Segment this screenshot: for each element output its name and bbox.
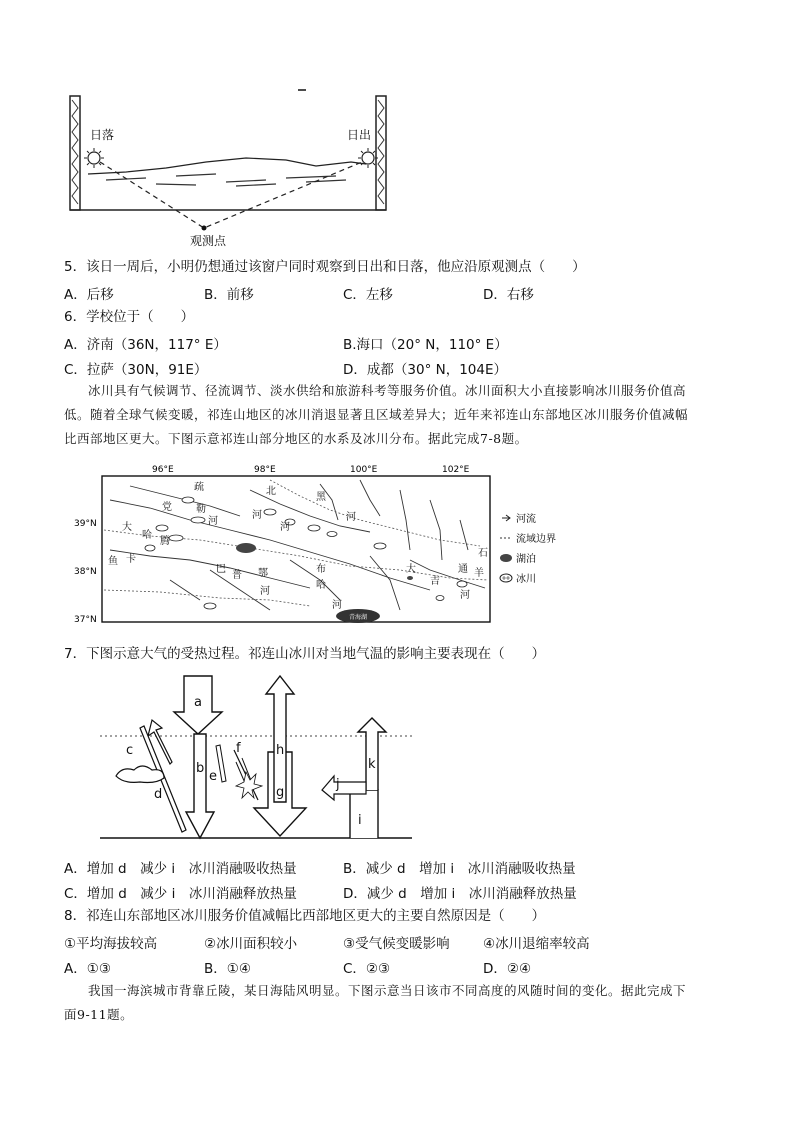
intro-9-11-line1: 我国一海滨城市背靠丘陵，某日海陆风明显。下图示意当日该市不同高度的风随时间的变化。据此完成下: [88, 983, 687, 998]
intro-7-8-line3: 比西部地区更大。下图示意祁连山部分地区的水系及冰川分布。据此完成7-8题。: [64, 431, 528, 446]
svg-text:羊: 羊: [474, 568, 484, 579]
svg-text:哈: 哈: [316, 580, 326, 591]
q8-item-1: ①平均海拔较高: [64, 936, 158, 952]
svg-text:鄂: 鄂: [258, 568, 268, 579]
observer-label: 观测点: [190, 234, 227, 248]
svg-text:党: 党: [162, 502, 172, 513]
arrow-label-i: i: [358, 813, 362, 828]
arrow-label-j: j: [336, 777, 340, 792]
svg-text:大: 大: [406, 564, 416, 575]
svg-text:河: 河: [332, 600, 342, 611]
svg-text:腾: 腾: [160, 536, 170, 547]
q8-item-3: ③受气候变暖影响: [343, 936, 450, 952]
q7-option-d[interactable]: D．减少 d 增加 i 冰川消融释放热量: [343, 886, 577, 902]
lat-label-37: 37°N: [74, 615, 97, 625]
svg-text:疏: 疏: [194, 482, 204, 493]
svg-text:石: 石: [478, 548, 488, 559]
q5-option-d[interactable]: D．右移: [483, 287, 534, 303]
svg-text:河: 河: [208, 516, 218, 527]
q6-option-d[interactable]: D．成都（30° N，104E）: [343, 362, 508, 378]
q8-option-b[interactable]: B．①④: [204, 961, 251, 977]
q6-option-b[interactable]: B.海口（20° N，110° E）: [343, 337, 508, 353]
arrow-label-g: g: [276, 785, 285, 800]
q5-option-b[interactable]: B．前移: [204, 287, 254, 303]
arrow-label-e: e: [209, 769, 217, 784]
svg-text:吉: 吉: [430, 576, 440, 587]
svg-text:大: 大: [122, 522, 132, 533]
q8-option-c[interactable]: C．②③: [343, 961, 391, 977]
q6-stem: 6．学校位于（ ）: [64, 309, 195, 325]
atmosphere-heating-diagram: [96, 672, 416, 844]
lake: [407, 576, 413, 580]
svg-text:湖泊: 湖泊: [516, 554, 536, 565]
q6-option-c[interactable]: C．拉萨（30N，91E）: [64, 362, 208, 378]
q5-stem: 5．该日一周后，小明仍想通过该窗户同时观察到日出和日落，他应沿原观测点（ ）: [64, 259, 586, 275]
window-figure: [66, 88, 396, 248]
svg-text:鱼: 鱼: [108, 556, 118, 567]
intro-7-8-line1: 冰川具有气候调节、径流调节、淡水供给和旅游科考等服务价值。冰川面积大小直接影响冰川服务价值高: [88, 383, 687, 398]
svg-text:通: 通: [458, 564, 468, 575]
q8-stem: 8．祁连山东部地区冰川服务价值减幅比西部地区更大的主要自然原因是（ ）: [64, 908, 546, 924]
q8-item-4: ④冰川退缩率较高: [483, 936, 590, 952]
svg-text:卡: 卡: [126, 554, 136, 565]
svg-text:布: 布: [316, 564, 326, 575]
svg-text:普: 普: [232, 570, 242, 581]
sunrise-sun-icon: [358, 148, 378, 168]
svg-text:河: 河: [260, 586, 270, 597]
q6-option-a[interactable]: A．济南（36N，117° E）: [64, 337, 227, 353]
arrow-label-b: b: [196, 761, 205, 776]
lon-label-102: 102°E: [442, 465, 470, 475]
q7-option-c[interactable]: C．增加 d 减少 i 冰川消融释放热量: [64, 886, 297, 902]
lat-label-38: 38°N: [74, 567, 97, 577]
lon-label-100: 100°E: [350, 465, 378, 475]
svg-text:河: 河: [252, 510, 262, 521]
svg-text:冰川: 冰川: [516, 574, 536, 585]
intro-7-8-line2: 低。随着全球气候变暖，祁连山地区的冰川消退显著且区域差异大；近年来祁连山东部地区冰川服务价值减幅: [64, 407, 689, 422]
svg-text:河: 河: [346, 512, 356, 523]
q7-option-b[interactable]: B．减少 d 增加 i 冰川消融吸收热量: [343, 861, 576, 877]
sunset-sun-icon: [84, 148, 104, 168]
arrow-label-h: h: [276, 743, 285, 758]
q7-stem: 7．下图示意大气的受热过程。祁连山冰川对当地气温的影响主要表现在（ ）: [64, 646, 546, 662]
q7-option-a[interactable]: A．增加 d 减少 i 冰川消融吸收热量: [64, 861, 297, 877]
arrow-label-d: d: [154, 787, 163, 802]
svg-text:河: 河: [280, 522, 290, 533]
intro-9-11-line2: 面9-11题。: [64, 1007, 134, 1022]
q5-option-c[interactable]: C．左移: [343, 287, 393, 303]
svg-text:巴: 巴: [216, 564, 226, 575]
sunrise-label: 日出: [347, 128, 372, 142]
svg-text:北: 北: [266, 486, 276, 497]
arrow-label-f: f: [236, 741, 241, 756]
q8-option-a[interactable]: A．①③: [64, 961, 111, 977]
svg-text:流域边界: 流域边界: [516, 534, 556, 545]
lon-label-96: 96°E: [152, 465, 174, 475]
sunset-label: 日落: [90, 128, 115, 142]
map-legend: [500, 512, 556, 585]
svg-text:河: 河: [460, 590, 470, 601]
arrow-label-a: a: [194, 695, 202, 710]
q8-option-d[interactable]: D．②④: [483, 961, 532, 977]
lat-label-39: 39°N: [74, 519, 97, 529]
q8-item-2: ②冰川面积较小: [204, 936, 298, 952]
svg-text:勒: 勒: [196, 504, 206, 515]
lon-label-98: 98°E: [254, 465, 276, 475]
arrow-label-k: k: [368, 757, 376, 772]
arrow-label-c: c: [126, 743, 134, 758]
svg-text:黑: 黑: [316, 492, 326, 503]
qinghai-lake-label: 青海湖: [349, 614, 368, 621]
q5-option-a[interactable]: A．后移: [64, 287, 114, 303]
svg-text:哈: 哈: [142, 530, 152, 541]
lake: [236, 543, 256, 553]
svg-text:河流: 河流: [516, 514, 536, 525]
qilian-map: [70, 460, 590, 630]
